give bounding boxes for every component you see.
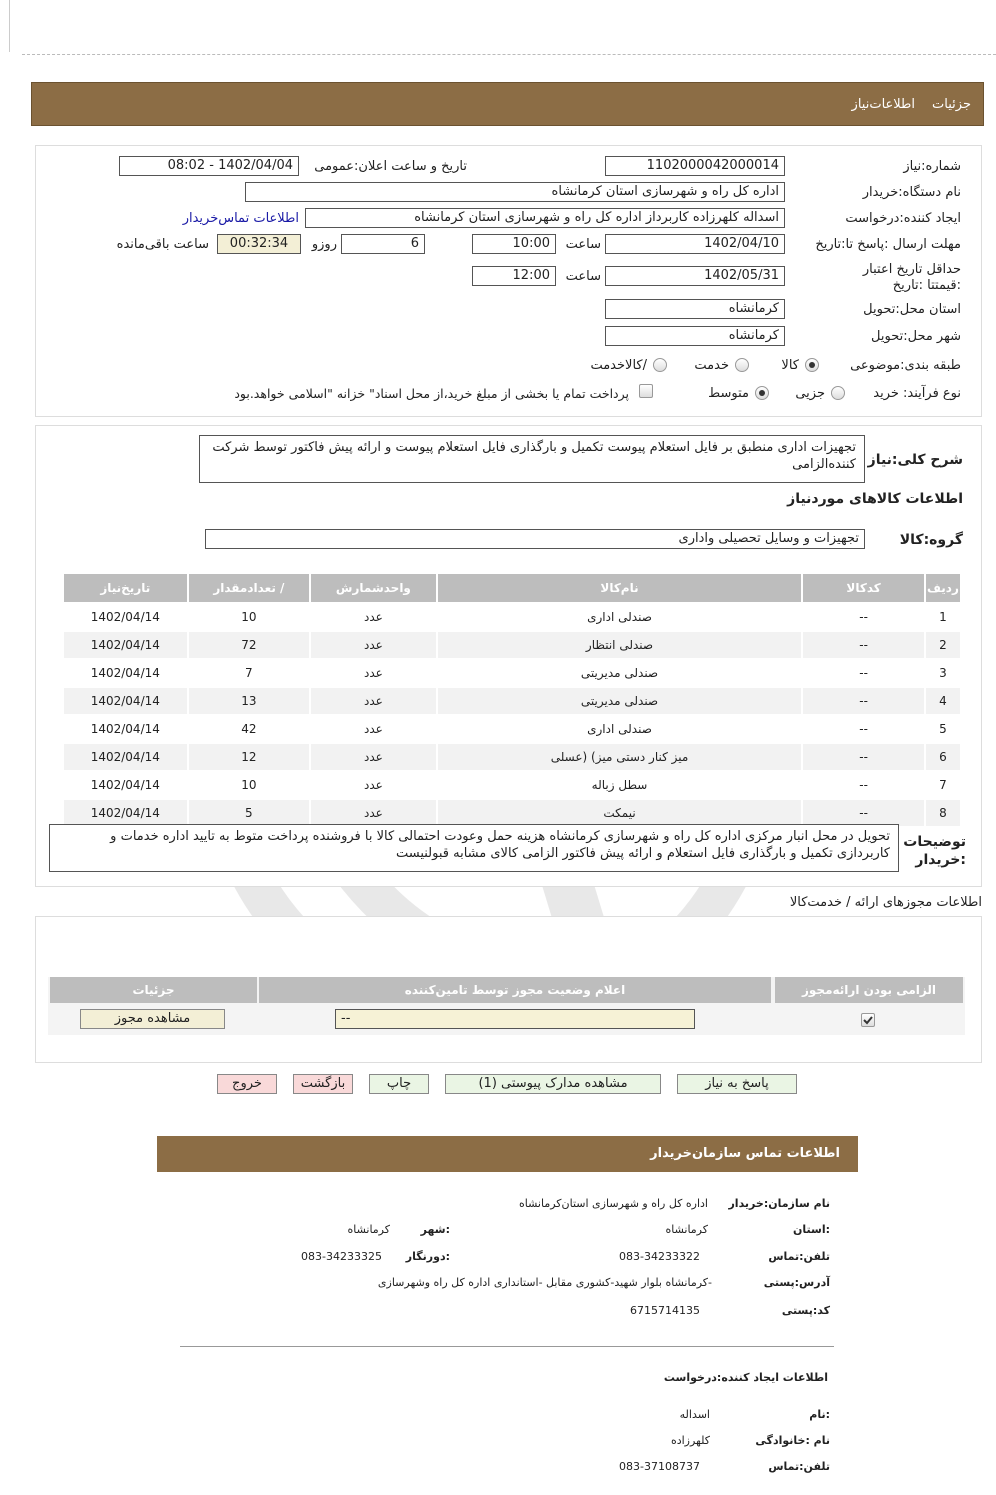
validity-time-field: 12:00 bbox=[472, 266, 556, 286]
cell-qty: 13 bbox=[189, 688, 310, 714]
contact-buyer-link[interactable]: اطلاعات تماس‌خریدار bbox=[182, 211, 299, 226]
cell-code: -- bbox=[859, 666, 868, 680]
permits-title: اطلاعات مجوزهای ارائه / خدمت‌کالا bbox=[789, 895, 982, 910]
top-divider bbox=[22, 54, 996, 55]
view-permit-button[interactable]: مشاهده مجوز bbox=[80, 1009, 225, 1029]
table-row bbox=[64, 604, 960, 630]
cell-name: سطل زباله bbox=[591, 778, 648, 792]
col-qty: / تعدادمقدار bbox=[189, 574, 310, 602]
process-medium-label: متوسط bbox=[708, 386, 749, 401]
org-value: اداره کل راه و شهرسازی استان‌کرمانشاه bbox=[519, 1197, 708, 1210]
phone-value: 083-34233322 bbox=[619, 1250, 700, 1263]
cell-unit: عدد bbox=[311, 632, 436, 658]
creator-field: اسداله کلهرزاده کاربرداز اداره کل راه و شهرسازی استان کرمانشاه bbox=[305, 208, 785, 228]
city-field: کرمانشاه bbox=[605, 326, 785, 346]
cell-row: 6 bbox=[926, 744, 960, 770]
reply-button[interactable]: پاسخ به نیاز bbox=[677, 1074, 797, 1094]
validity-time-label: ساعت bbox=[565, 269, 601, 284]
name-label: :نام bbox=[809, 1408, 830, 1421]
province-field: کرمانشاه bbox=[605, 299, 785, 319]
cell-date: 1402/04/14 bbox=[90, 722, 160, 736]
deadline-time-field: 10:00 bbox=[472, 234, 556, 254]
items-table bbox=[62, 572, 962, 828]
cell-date: 1402/04/14 bbox=[64, 744, 187, 770]
city-contact-label: :شهر bbox=[420, 1223, 450, 1236]
back-button[interactable]: بازگشت bbox=[293, 1074, 353, 1094]
cell-row: 5 bbox=[939, 722, 947, 736]
permits-col-required: الزامی بودن ارائه‌مجوز bbox=[775, 977, 963, 1003]
name-value: اسداله bbox=[679, 1408, 710, 1421]
table-row bbox=[64, 660, 960, 686]
page-header bbox=[31, 82, 984, 126]
cell-date: 1402/04/14 bbox=[64, 632, 187, 658]
cell-name: صندلی مدیریتی bbox=[580, 666, 659, 680]
cell-row: 7 bbox=[939, 778, 947, 792]
category-service-label: خدمت bbox=[694, 358, 729, 373]
cell-date: 1402/04/14 bbox=[90, 610, 160, 624]
fax-label: :دورنگار bbox=[405, 1250, 450, 1263]
payment-checkbox[interactable] bbox=[639, 384, 653, 398]
buyer-notes-label: توضیحات :خریدار bbox=[903, 834, 966, 868]
contact-divider bbox=[180, 1346, 834, 1347]
cell-qty: 42 bbox=[241, 722, 257, 736]
left-border bbox=[9, 0, 10, 52]
cell-code: -- bbox=[803, 744, 924, 770]
permit-required-checkbox[interactable] bbox=[861, 1013, 875, 1027]
province-contact-label: :استان bbox=[793, 1223, 830, 1236]
cell-name: صندلی اداری bbox=[587, 610, 652, 624]
family-value: کلهرزاده bbox=[670, 1434, 710, 1447]
permits-col-status: اعلام وضعیت مجوز توسط تامین‌کننده bbox=[259, 977, 771, 1003]
col-unit: واحدشمارش bbox=[311, 574, 436, 602]
col-code: کدکالا bbox=[803, 574, 924, 602]
cell-name: میز کنار دستی میز) (عسلی bbox=[438, 744, 802, 770]
cell-unit: عدد bbox=[364, 722, 383, 736]
cell-unit: عدد bbox=[364, 610, 383, 624]
city-label: شهر محل:تحویل bbox=[871, 329, 961, 344]
tab-need-info[interactable]: اطلاعات‌نیاز bbox=[851, 97, 915, 112]
province-label: استان محل:تحویل bbox=[863, 302, 961, 317]
cell-row: 2 bbox=[926, 632, 960, 658]
cell-row: 3 bbox=[939, 666, 947, 680]
org-label: نام سازمان:خریدار bbox=[728, 1197, 830, 1210]
exit-button[interactable]: خروج bbox=[217, 1074, 277, 1094]
cell-code: -- bbox=[803, 632, 924, 658]
payment-note: پرداخت تمام یا بخشی از مبلغ خرید،از محل اسناد" خزانه "اسلامی خواهد.بود bbox=[234, 386, 629, 401]
permits-col-details: جزئیات bbox=[50, 977, 257, 1003]
table-row bbox=[64, 744, 960, 770]
remaining-time-field: 00:32:34 bbox=[217, 234, 301, 254]
category-label: طبقه بندی:موضوعی bbox=[850, 358, 961, 373]
table-row bbox=[64, 800, 960, 826]
cell-code: -- bbox=[803, 800, 924, 826]
cell-qty: 7 bbox=[245, 666, 253, 680]
items-table-header bbox=[64, 574, 960, 602]
cell-date: 1402/04/14 bbox=[90, 666, 160, 680]
process-small-label: جزیی bbox=[795, 386, 825, 401]
check-icon bbox=[862, 1014, 874, 1026]
cell-name: صندلی اداری bbox=[587, 722, 652, 736]
summary-label: شرح کلی:نیاز bbox=[867, 452, 963, 468]
deadline-date-field: 1402/04/10 bbox=[605, 234, 785, 254]
announce-field: 1402/04/04 - 08:02 bbox=[119, 156, 299, 176]
summary-text: تجهیزات اداری منطبق بر فایل استعلام پیوست تکمیل و بارگذاری فایل استعلام پیوست و ارائه پیش فاکتور توسط شرکت کننده‌الزامی bbox=[199, 435, 865, 483]
table-row bbox=[64, 632, 960, 658]
cell-qty: 10 bbox=[241, 610, 257, 624]
cell-code: -- bbox=[803, 688, 924, 714]
category-both-radio[interactable] bbox=[653, 358, 667, 372]
cell-unit: عدد bbox=[364, 778, 383, 792]
postal-label: کد:پستی bbox=[781, 1304, 830, 1317]
address-value: -کرمانشاه بلوار شهید-کشوری مقابل -استانداری اداره کل راه وشهرسازی bbox=[377, 1276, 712, 1289]
cell-date: 1402/04/14 bbox=[64, 688, 187, 714]
creator-phone-label: تلفن:تماس bbox=[768, 1460, 830, 1473]
category-goods-label: کالا bbox=[781, 358, 799, 373]
cell-name: صندلی مدیریتی bbox=[438, 688, 802, 714]
category-service-radio[interactable] bbox=[735, 358, 749, 372]
cell-qty: 10 bbox=[241, 778, 257, 792]
postal-value: 6715714135 bbox=[630, 1304, 700, 1317]
days-field: 6 bbox=[341, 234, 425, 254]
deadline-time-label: ساعت bbox=[565, 237, 601, 252]
permits-table bbox=[48, 977, 965, 1035]
buyer-org-field: اداره کل راه و شهرسازی استان کرمانشاه bbox=[245, 182, 785, 202]
print-button[interactable]: چاپ bbox=[369, 1074, 429, 1094]
category-both-label: /کالاخدمت bbox=[590, 358, 647, 373]
cell-unit: عدد bbox=[311, 688, 436, 714]
col-row: ردیف bbox=[926, 574, 960, 602]
province-contact-value: کرمانشاه bbox=[665, 1223, 708, 1236]
cell-date: 1402/04/14 bbox=[64, 800, 187, 826]
cell-code: -- bbox=[859, 610, 868, 624]
table-row bbox=[64, 716, 960, 742]
buyer-notes-text: تحویل در محل انبار مرکزی اداره کل راه و شهرسازی کرمانشاه هزینه حمل وعودت احتمالی کالا با فروشنده پرداخت متوط به تایید اداره خدمات و کاربردازی تکمیل و بارگذاری فایل استعلام و ارائه پیش فاکتور الزامی کالای مشابه قبولنیست bbox=[49, 824, 899, 872]
table-row bbox=[64, 772, 960, 798]
contact-header bbox=[157, 1136, 858, 1172]
cell-row: 8 bbox=[926, 800, 960, 826]
group-label: گروه:کالا bbox=[899, 532, 963, 548]
validity-label: حداقل تاریخ اعتبار :قیمتتا :تاریخ bbox=[862, 262, 961, 293]
category-goods-radio[interactable] bbox=[805, 358, 819, 372]
announce-label: تاریخ و ساعت اعلان:عمومی bbox=[314, 159, 467, 174]
permit-status-field: -- bbox=[335, 1009, 695, 1029]
contact-header-title: اطلاعات تماس سازمان‌خریدار bbox=[650, 1146, 840, 1161]
col-date: تاریخ‌نیاز bbox=[64, 574, 187, 602]
cell-qty: 12 bbox=[189, 744, 310, 770]
cell-code: -- bbox=[859, 778, 868, 792]
fax-value: 083-34233325 bbox=[301, 1250, 382, 1263]
cell-date: 1402/04/14 bbox=[90, 778, 160, 792]
attachments-button[interactable]: مشاهده مدارک پیوستی (1) bbox=[445, 1074, 661, 1094]
cell-qty: 72 bbox=[189, 632, 310, 658]
creator-label: ایجاد کننده:درخواست bbox=[845, 211, 961, 226]
goods-info-title: اطلاعات کالاهای موردنیاز bbox=[787, 491, 963, 507]
cell-row: 4 bbox=[926, 688, 960, 714]
need-form-panel bbox=[35, 145, 982, 417]
cell-unit: عدد bbox=[311, 744, 436, 770]
cell-qty: 5 bbox=[189, 800, 310, 826]
family-label: نام :خانوادگی bbox=[755, 1434, 830, 1447]
address-label: آدرس:پستی bbox=[763, 1276, 830, 1289]
need-number-field: 1102000042000014 bbox=[605, 156, 785, 176]
validity-date-field: 1402/05/31 bbox=[605, 266, 785, 286]
cell-unit: عدد bbox=[311, 800, 436, 826]
buyer-org-label: نام دستگاه:خریدار bbox=[862, 185, 961, 200]
process-small-radio[interactable] bbox=[831, 386, 845, 400]
tab-details[interactable]: جزئیات bbox=[932, 97, 971, 112]
deadline-label: مهلت ارسال :پاسخ تا:تاریخ bbox=[815, 237, 961, 252]
table-row bbox=[64, 688, 960, 714]
cell-unit: عدد bbox=[364, 666, 383, 680]
remaining-label: ساعت باقی‌مانده bbox=[116, 237, 209, 252]
creator-info-header: اطلاعات ایجاد کننده:درخواست bbox=[663, 1371, 828, 1384]
creator-phone-value: 083-37108737 bbox=[619, 1460, 700, 1473]
group-field: تجهیزات و وسایل تحصیلی واداری bbox=[205, 529, 865, 549]
cell-row: 1 bbox=[939, 610, 947, 624]
phone-label: تلفن:تماس bbox=[768, 1250, 830, 1263]
process-label: نوع فرآیند: خرید bbox=[873, 386, 961, 401]
cell-name: نیمکت bbox=[438, 800, 802, 826]
city-contact-value: کرمانشاه bbox=[347, 1223, 390, 1236]
need-number-label: شماره:نیاز bbox=[903, 159, 961, 174]
col-name: نام‌کالا bbox=[438, 574, 802, 602]
days-label: روزو bbox=[311, 237, 337, 252]
cell-code: -- bbox=[859, 722, 868, 736]
cell-name: صندلی انتظار bbox=[438, 632, 802, 658]
process-medium-radio[interactable] bbox=[755, 386, 769, 400]
